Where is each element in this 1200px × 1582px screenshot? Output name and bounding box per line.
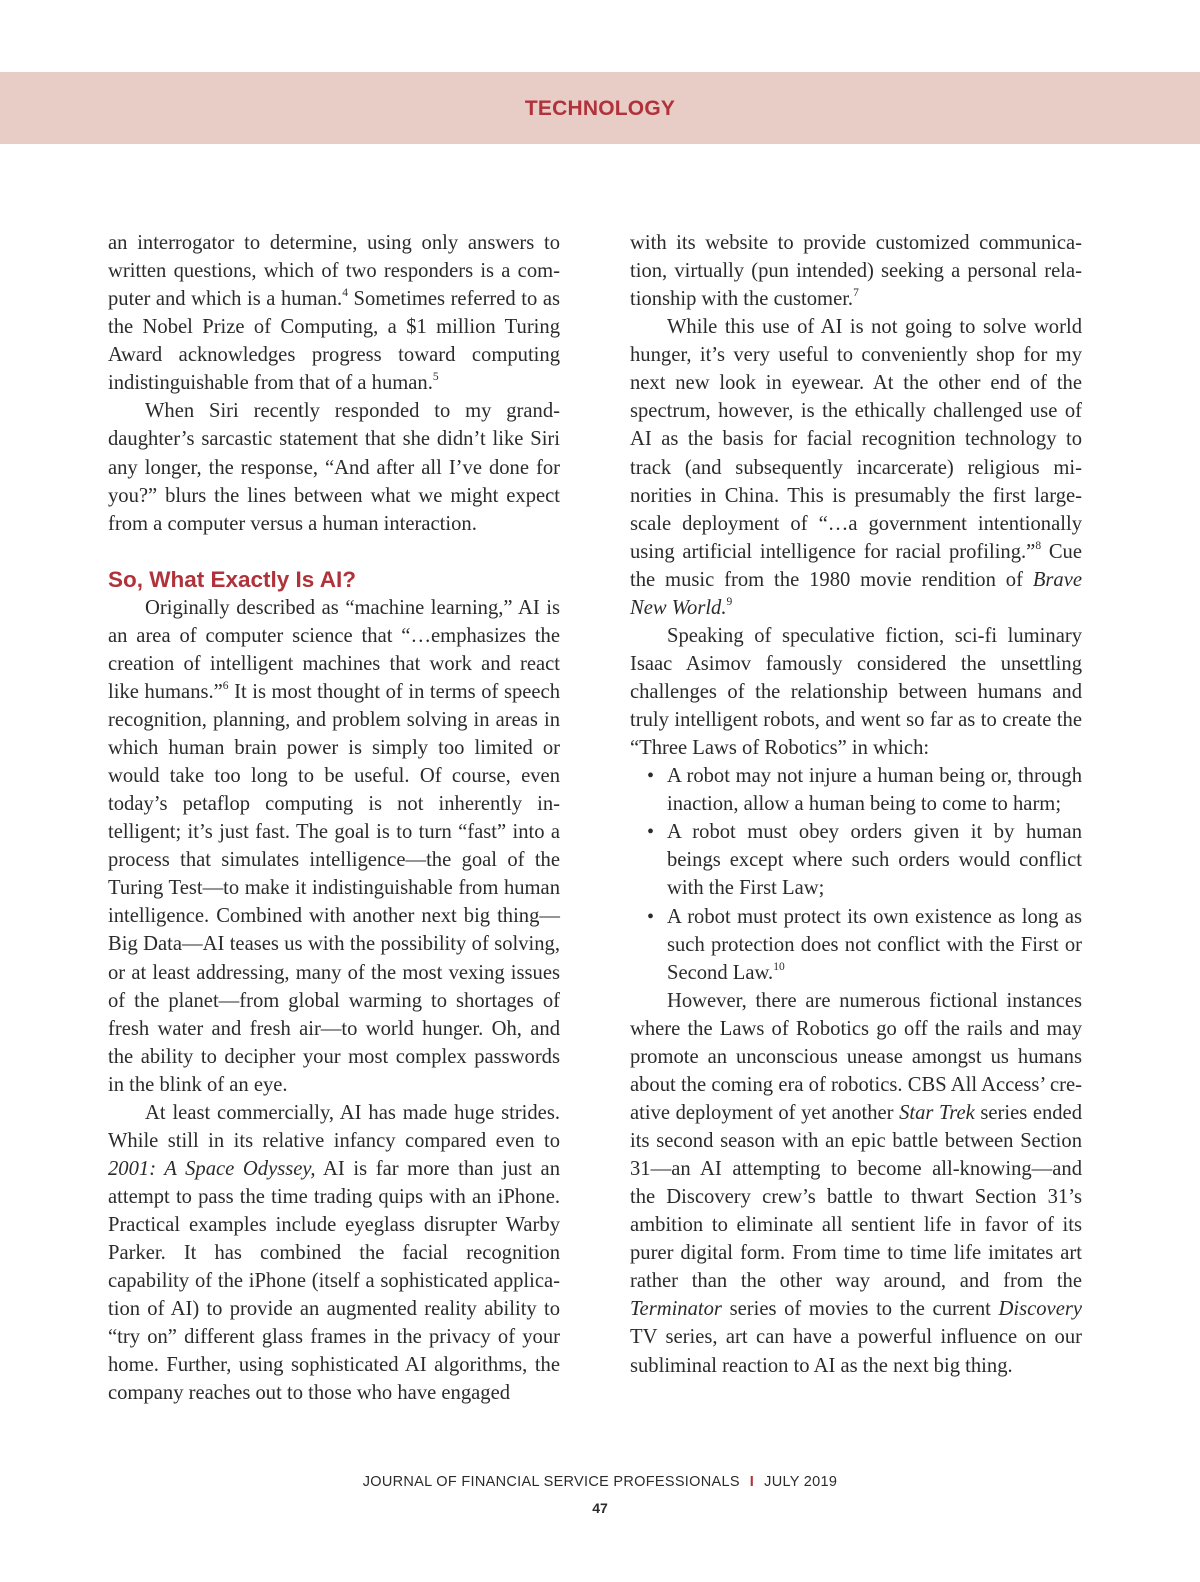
footnote-ref: 7 [853,287,859,300]
paragraph: However, there are numerous fictional instances where the Laws of Robotics go off the rails and may promote an unconscious unease amongst us humans about the coming era of robotics. CBS All Access’ creative deployment of yet another Star Trek series ended its second season with an epic battle between Section 31—an AI attempting to become all-knowing—and the Discovery crew’s battle to thwart Section 31’s ambition to eliminate all sentient life in favor of its purer digital form. From time to time life imitates art rather than the other way around, and from the Terminator series of movies to the current Discovery TV series, art can have a powerful influence on our subliminal reaction to AI as the next big thing. [630,989,1082,1377]
footnote-ref: 4 [342,287,348,300]
paragraph: an interrogator to determine, using only answers to written questions, which of two responders is a computer and which is a human.$^4$ Sometimes referred to as the Nobel Prize of Computing, a $1 million Turing Award acknowledges progress toward computing indistinguishable from that of a human.$^5$ [108,232,560,395]
footnote-ref: 9 [726,595,733,608]
footnote-ref: 8 [1035,539,1042,552]
paragraph: When Siri recently responded to my granddaughter’s sarcastic statement that she didn’t like Siri any longer, the response, “And after all I’ve done for you?” blurs the lines between what we might expect from a computer versus a human interaction. [108,400,560,535]
bullet-icon: • [647,905,655,928]
footer-separator: I [749,1474,755,1490]
issue-date: JULY 2019 [764,1474,838,1490]
bullet-icon: • [647,821,655,844]
paragraph: Speaking of speculative fiction, sci-fi luminary Isaac Asimov famously considered the unsettling challenges of the relationship between humans and truly intelligent robots, and went so far as to create the “Three Laws of Robotics” in which: [630,624,1082,760]
page-footer [0,1474,1200,1490]
footnote-ref: 6 [222,679,229,692]
list-item: • A robot must obey orders given it by human beings except where such orders would conflict with the First Law; [630,818,1082,902]
title-italic: 2001: A Space Odyssey, [108,1157,316,1180]
title-italic: Brave New World. [630,568,1082,619]
page-number: 47 [592,1500,608,1516]
section-title: TECHNOLOGY [524,97,676,120]
paragraph: Originally described as “machine learning,” AI is an area of computer science that “…emphasizes the creation of intelligent machines that work and react like humans.”$^6$ It is most thought of in terms of speech recognition, planning, and problem solving in areas in which human brain power is simply too limited or would take too long to be useful. Of course, even today’s petaflop computing is not inherently intelligent; it’s just fast. The goal is to turn “fast” into a process that simulates intelligence—the goal of the Turing Test—to make it indistinguishable from human intelligence. Combined with another next big thing—Big Data—AI teases us with the possibility of solving, or at least addressing, many of the most vexing issues of the planet—from global warming to shortages of fresh water and fresh air—to world hunger. Oh, and the ability to decipher your most complex passwords in the blink of an eye. [108,596,560,1096]
footnote-ref: 10 [773,960,785,973]
list-item: • A robot must protect its own existence as long as such protection does not conflict with the First or Second Law.$^{10}$ [630,903,1082,987]
paragraph: At least commercially, AI has made huge strides. While still in its relative infancy compared even to 2001: A Space Odyssey, AI is far more than just an attempt to pass the time trading quips with an iPhone. Practical examples include eyeglass disrupter Warby Parker. It has combined the facial recognition capability of the iPhone (itself a sophisticated application of AI) to provide an augmented reality ability to “try on” different glass frames in the privacy of your home. Further, using sophisticated AI algorithms, the company reaches out to those who have engaged [108,1101,560,1405]
title-italic: Terminator [630,1298,722,1321]
title-italic: Star Trek [899,1101,975,1124]
list-item: • A robot may not injure a human being or, through inaction, allow a human being to come to harm; [630,762,1082,818]
left-column [108,229,560,1408]
paragraph: with its website to provide customized communication, virtually (pun intended) seeking a personal relationship with the customer.$^7$ [630,232,1082,311]
title-italic: Discovery [998,1298,1082,1321]
footnote-ref: 5 [432,371,439,384]
journal-name: JOURNAL OF FINANCIAL SERVICE PROFESSIONALS [362,1474,740,1490]
bullet-icon: • [647,765,655,788]
right-column [630,229,1082,1380]
section-heading: So, What Exactly Is AI? [108,566,356,592]
robotics-laws-list [630,762,1082,987]
section-banner [0,72,1200,144]
paragraph: While this use of AI is not going to solve world hunger, it’s very useful to conveniently shop for my next new look in eyewear. At the other end of the spectrum, however, is the ethically challenged use of AI as the basis for facial recognition technology to track (and subsequently incarcerate) religious minorities in China. This is presumably the first large-scale deployment of “…a government intentionally using artificial intelligence for racial profiling.”$^8$ Cue the music from the 1980 movie rendition of Brave New World.$^9$ [630,316,1082,619]
